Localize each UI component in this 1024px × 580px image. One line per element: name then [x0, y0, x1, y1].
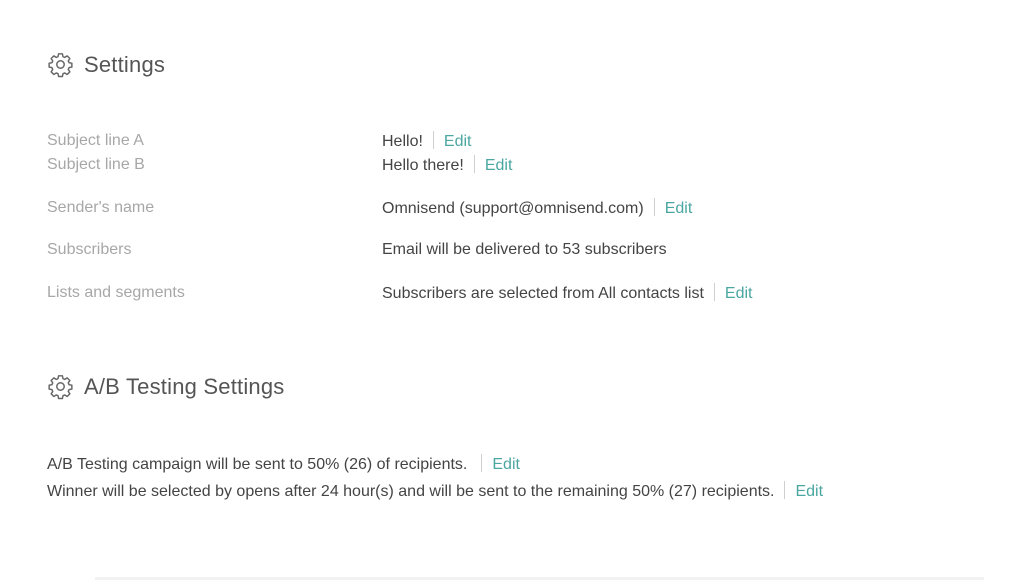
- ab-testing-header: [47, 373, 285, 400]
- subscribers-label: Subscribers: [47, 241, 132, 258]
- divider: [474, 155, 475, 173]
- lists-segments-label: Lists and segments: [47, 284, 185, 301]
- edit-subject-line-a-link[interactable]: Edit: [443, 133, 472, 150]
- edit-lists-segments-link[interactable]: Edit: [724, 285, 753, 302]
- ab-winner-line: [47, 481, 823, 502]
- subject-line-b-label: Subject line B: [47, 156, 145, 173]
- sender-name-value-group: [382, 198, 692, 219]
- settings-title: Settings: [84, 51, 166, 77]
- edit-ab-winner-link[interactable]: Edit: [795, 483, 824, 500]
- edit-subject-line-b-link[interactable]: Edit: [484, 157, 513, 174]
- ab-split-text: A/B Testing campaign will be sent to 50% (26) of recipients.: [47, 456, 468, 473]
- subject-line-b-value: Hello there!: [382, 157, 464, 174]
- edit-ab-split-link[interactable]: Edit: [492, 456, 520, 473]
- gear-icon: [47, 51, 74, 78]
- gear-icon: [47, 373, 74, 400]
- ab-winner-text: Winner will be selected by opens after 24 hour(s) and will be sent to the remaining 50% (27) recipients.: [47, 483, 775, 500]
- divider: [784, 481, 785, 499]
- subscribers-value: Email will be delivered to 53 subscribers: [382, 241, 667, 258]
- ab-testing-title: A/B Testing Settings: [84, 373, 285, 399]
- divider: [433, 131, 434, 149]
- lists-segments-value-group: [382, 283, 752, 304]
- divider: [714, 283, 715, 301]
- ab-split-line: [47, 454, 520, 475]
- divider: [654, 198, 655, 216]
- settings-header: [47, 51, 165, 78]
- subject-line-a-label: Subject line A: [47, 132, 144, 149]
- subject-line-a-value-group: [382, 131, 471, 152]
- subject-line-b-value-group: [382, 155, 512, 176]
- divider: [481, 454, 482, 472]
- sender-name-value: Omnisend (support@omnisend.com): [382, 200, 644, 217]
- subject-line-a-value: Hello!: [382, 133, 423, 150]
- lists-segments-value: Subscribers are selected from All contacts list: [382, 285, 704, 302]
- sender-name-label: Sender's name: [47, 199, 155, 216]
- edit-sender-name-link[interactable]: Edit: [664, 200, 693, 217]
